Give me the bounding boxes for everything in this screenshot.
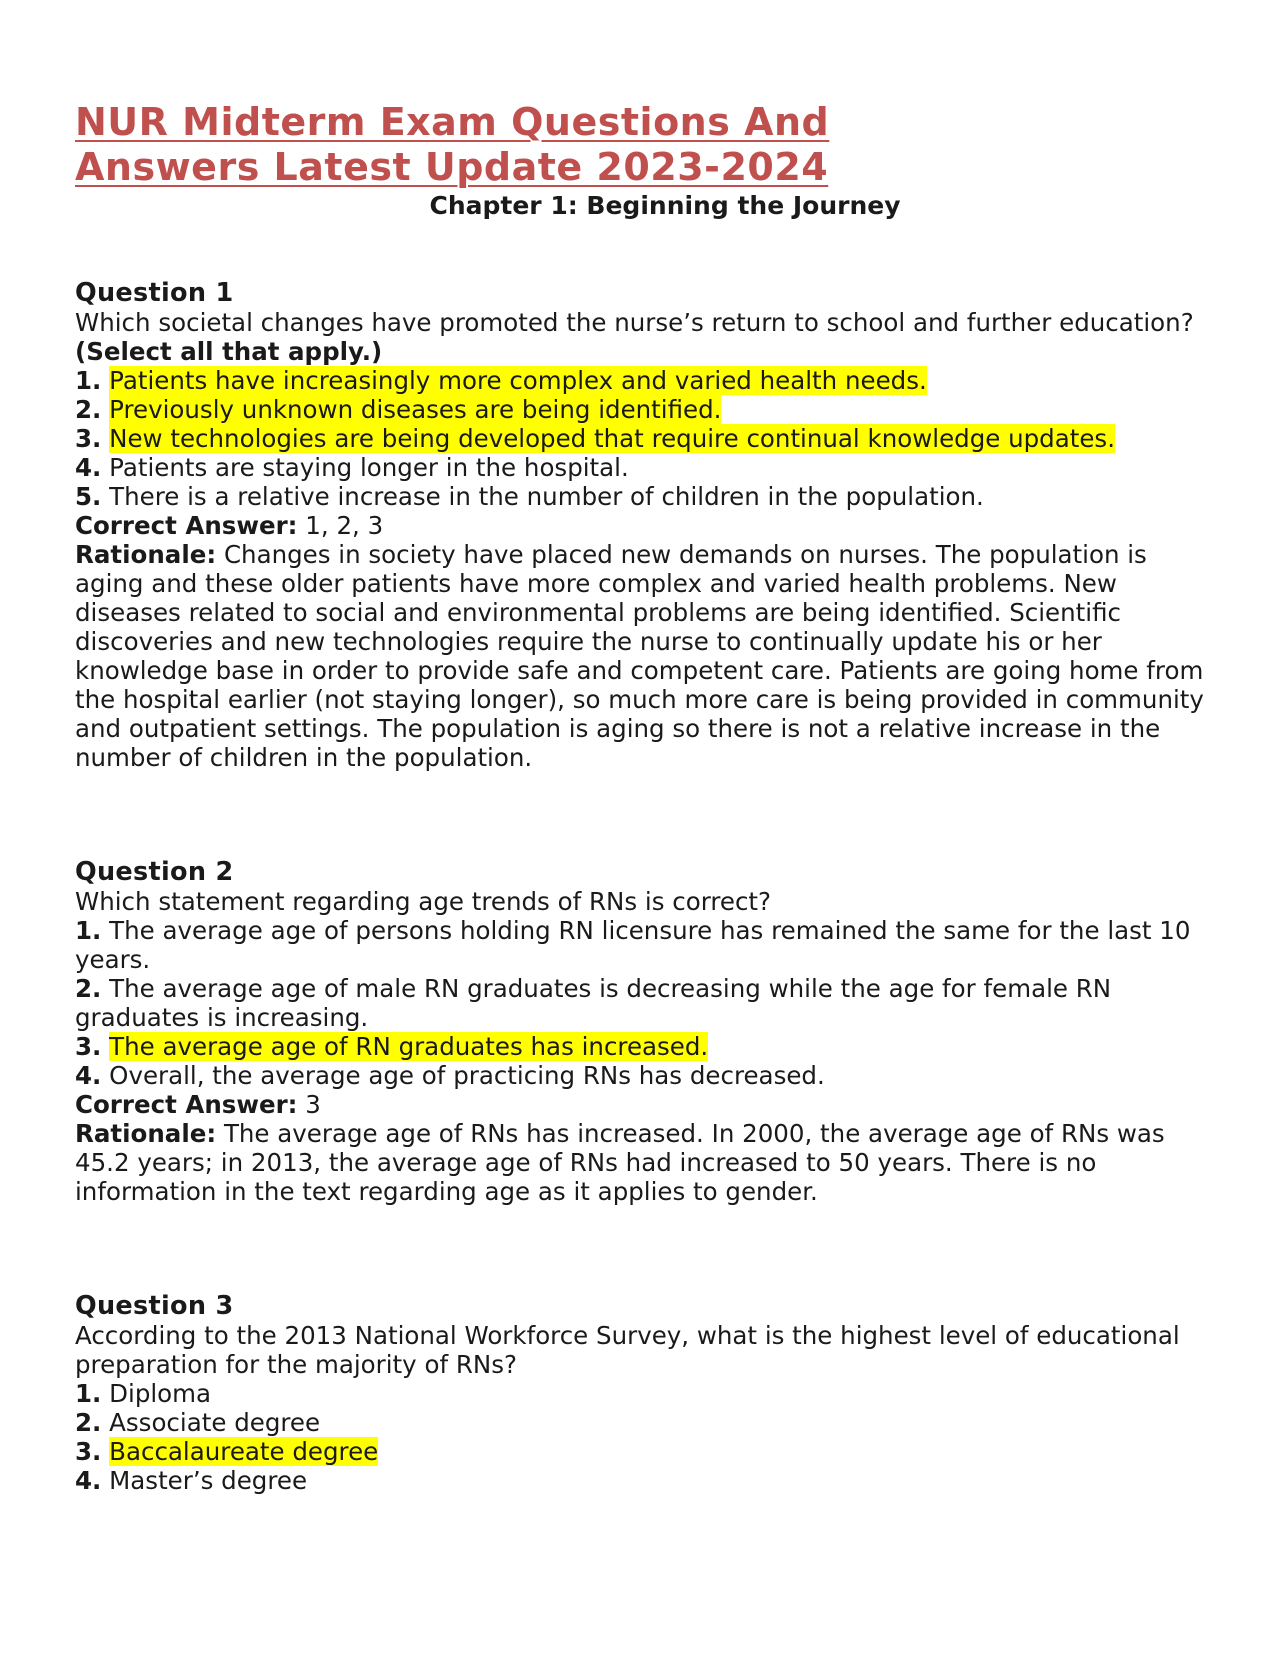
document-title-line1: NUR Midterm Exam Questions And — [75, 100, 830, 144]
document-title — [75, 100, 1215, 190]
rationale-label: Rationale: — [75, 540, 217, 569]
question-stem — [75, 308, 1215, 366]
option-number: 2. — [75, 1408, 102, 1437]
answer-option-2 — [75, 974, 1215, 1032]
option-number: 2. — [75, 395, 102, 424]
rationale-text-line1: The average age of RNs has increased. In 2000, the average age of RNs was — [223, 1119, 1165, 1148]
answer-option-3 — [75, 1032, 1215, 1061]
answer-option-1 — [75, 1379, 1215, 1408]
answer-option-1 — [75, 366, 1215, 395]
question-stem-text: Which societal changes have promoted the nurse’s return to school and further education? — [75, 308, 1194, 337]
question-stem-text: Which statement regarding age trends of RNs is correct? — [75, 887, 772, 916]
option-number: 4. — [75, 1466, 102, 1495]
option-text-highlighted: Previously unknown diseases are being identified. — [109, 395, 722, 424]
option-text: Patients are staying longer in the hospital. — [109, 453, 629, 482]
rationale — [75, 540, 1215, 772]
option-number: 5. — [75, 482, 102, 511]
answer-option-3 — [75, 424, 1215, 453]
question-heading: Question 3 — [75, 1291, 234, 1321]
answer-option-4 — [75, 1466, 1215, 1495]
option-number: 1. — [75, 366, 102, 395]
rationale — [75, 1119, 1215, 1206]
option-number: 3. — [75, 1437, 102, 1466]
document-title-line2: Answers Latest Update 2023-2024 — [75, 145, 829, 189]
option-text: Master’s degree — [109, 1466, 308, 1495]
rationale-label: Rationale: — [75, 1119, 217, 1148]
answer-options — [75, 1379, 1215, 1495]
option-number: 1. — [75, 916, 102, 945]
answer-option-3 — [75, 1437, 1215, 1466]
option-text: The average age of male RN graduates is decreasing while the age for female RN graduates is increasing. — [75, 974, 1112, 1032]
answer-options — [75, 916, 1215, 1090]
answer-option-1 — [75, 916, 1215, 974]
question-heading: Question 2 — [75, 857, 234, 887]
chapter-heading: Chapter 1: Beginning the Journey — [429, 191, 901, 220]
option-number: 3. — [75, 1032, 102, 1061]
option-text: Overall, the average age of practicing RNs has decreased. — [109, 1061, 825, 1090]
option-text-highlighted: The average age of RN graduates has increased. — [109, 1032, 709, 1061]
option-number: 3. — [75, 424, 102, 453]
option-text-highlighted: New technologies are being developed that require continual knowledge updates. — [109, 424, 1115, 453]
option-text-highlighted: Patients have increasingly more complex and varied health needs. — [109, 366, 927, 395]
option-number: 4. — [75, 1061, 102, 1090]
correct-answer-value: 1, 2, 3 — [305, 511, 384, 540]
correct-answer — [75, 511, 1215, 540]
question-2 — [75, 857, 1215, 1206]
correct-answer-label: Correct Answer: — [75, 1090, 298, 1119]
option-number: 1. — [75, 1379, 102, 1408]
option-text: The average age of persons holding RN licensure has remained the same for the last 10 years. — [75, 916, 1191, 974]
correct-answer-label: Correct Answer: — [75, 511, 298, 540]
correct-answer-value: 3 — [305, 1090, 321, 1119]
option-text: There is a relative increase in the number of children in the population. — [109, 482, 984, 511]
document-page — [75, 100, 1215, 1495]
option-number: 4. — [75, 453, 102, 482]
answer-option-4 — [75, 1061, 1215, 1090]
option-text-highlighted: Baccalaureate degree — [109, 1437, 379, 1466]
question-stem — [75, 887, 1215, 916]
question-stem — [75, 1321, 1215, 1379]
question-1 — [75, 278, 1215, 772]
answer-option-4 — [75, 453, 1215, 482]
select-all-note: (Select all that apply.) — [75, 337, 383, 366]
question-3 — [75, 1291, 1215, 1495]
correct-answer — [75, 1090, 1215, 1119]
question-stem-text: According to the 2013 National Workforce Survey, what is the highest level of educational preparation for the majority of RNs? — [75, 1321, 1180, 1379]
answer-option-2 — [75, 1408, 1215, 1437]
question-heading: Question 1 — [75, 278, 234, 308]
option-number: 2. — [75, 974, 102, 1003]
answer-options — [75, 366, 1215, 511]
option-text: Associate degree — [109, 1408, 321, 1437]
answer-option-2 — [75, 395, 1215, 424]
rationale-text: Changes in society have placed new demands on nurses. The population is aging and these older patients have more complex and varied health problems. New diseases related to social and environmental problems are being identified. Scientific discoveries and new technologies require the nurse to continually update his or her knowledge base in order to provide safe and competent care. Patients are going home from the hospital earlier (not staying longer), so much more care is being provided in community and outpatient settings. The population is aging so there is not a relative increase in the number of children in the population. — [75, 540, 1204, 772]
answer-option-5 — [75, 482, 1215, 511]
rationale-text-line2: 45.2 years; in 2013, the average age of RNs had increased to 50 years. There is no information in the text regarding age as it applies to gender. — [75, 1148, 1097, 1206]
option-text: Diploma — [109, 1379, 212, 1408]
